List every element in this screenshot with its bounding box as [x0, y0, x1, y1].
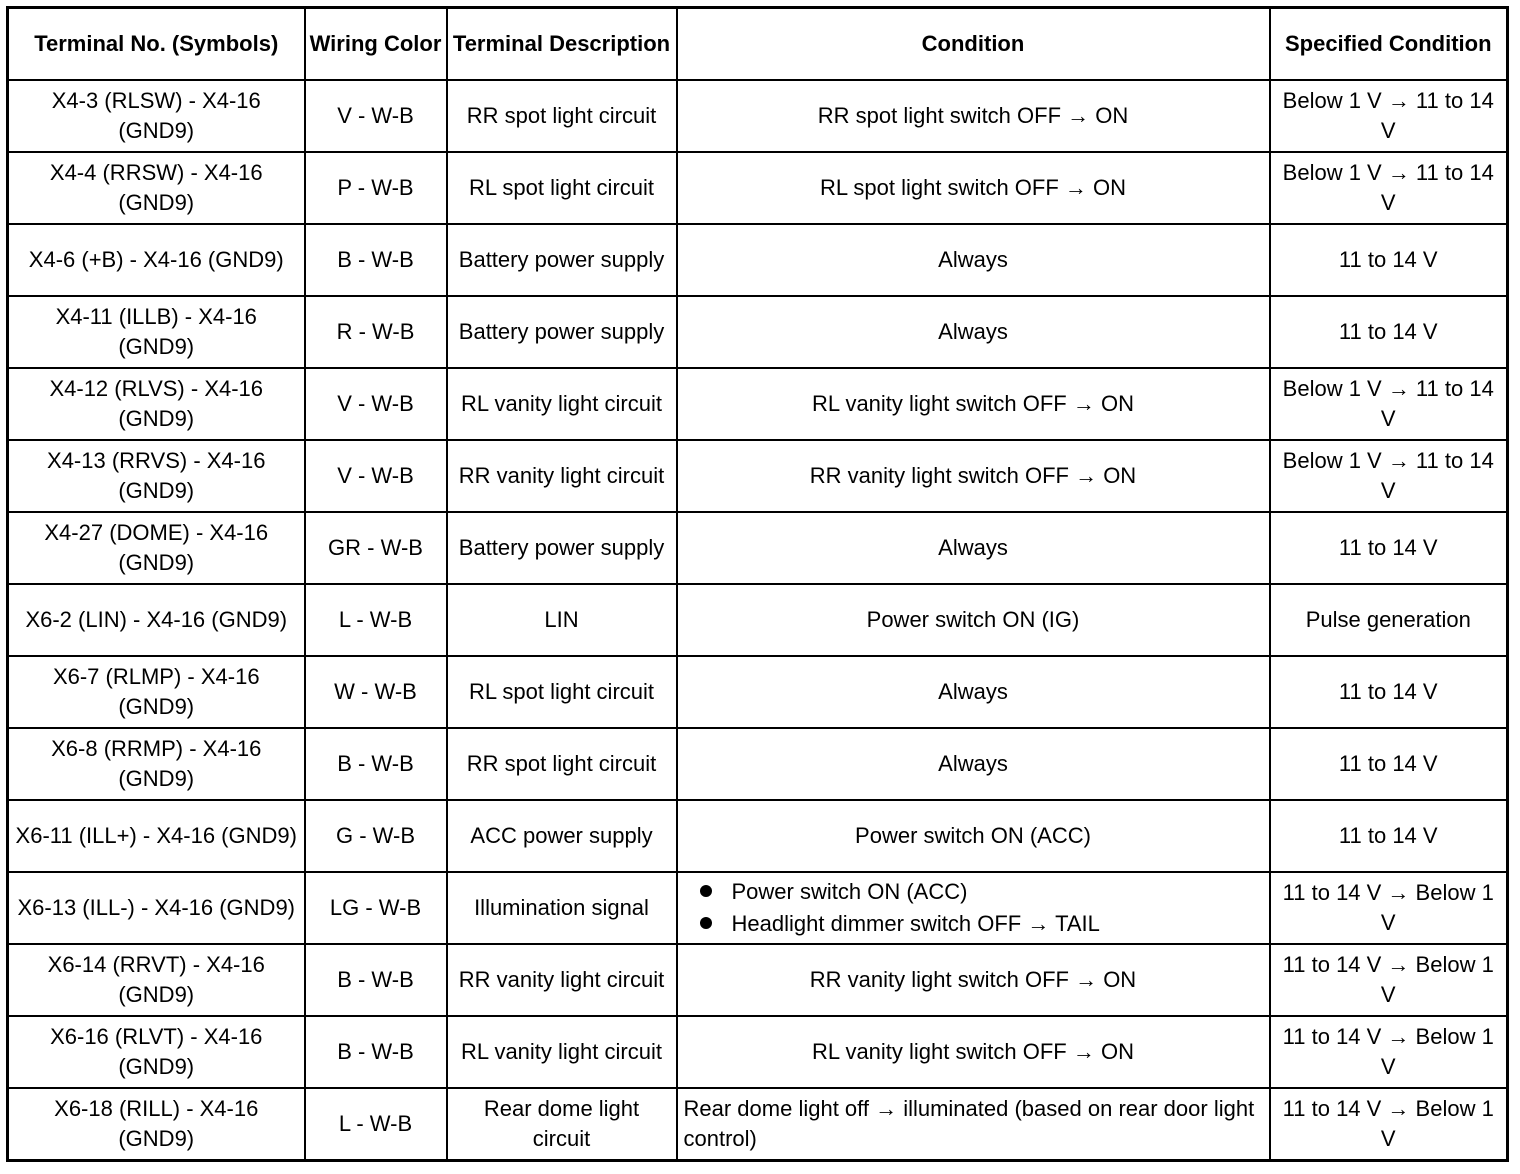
wiring-color-cell: B - W-B: [305, 224, 447, 296]
description-cell: RL spot light circuit: [447, 656, 677, 728]
table-row: [8, 512, 1508, 584]
specified-condition-cell: 11 to 14 V → Below 1 V: [1270, 944, 1508, 1016]
table-row: [8, 1016, 1508, 1088]
terminal-cell: X6-11 (ILL+) - X4-16 (GND9): [8, 800, 305, 872]
condition-cell: Power switch ON (ACC): [677, 800, 1270, 872]
terminal-cell: X6-16 (RLVT) - X4-16 (GND9): [8, 1016, 305, 1088]
wiring-color-cell: LG - W-B: [305, 872, 447, 944]
wiring-color-cell: V - W-B: [305, 440, 447, 512]
table-row: [8, 296, 1508, 368]
terminal-cell: X6-7 (RLMP) - X4-16 (GND9): [8, 656, 305, 728]
terminal-cell: X4-13 (RRVS) - X4-16 (GND9): [8, 440, 305, 512]
condition-cell: [677, 872, 1270, 944]
terminal-cell: X4-6 (+B) - X4-16 (GND9): [8, 224, 305, 296]
table-row: [8, 584, 1508, 656]
condition-cell: Always: [677, 296, 1270, 368]
terminal-cell: X4-11 (ILLB) - X4-16 (GND9): [8, 296, 305, 368]
specified-condition-cell: Below 1 V → 11 to 14 V: [1270, 152, 1508, 224]
terminal-cell: X6-18 (RILL) - X4-16 (GND9): [8, 1088, 305, 1161]
condition-cell: RR spot light switch OFF → ON: [677, 80, 1270, 152]
specified-condition-cell: Pulse generation: [1270, 584, 1508, 656]
condition-cell: Always: [677, 512, 1270, 584]
terminal-cell: X6-8 (RRMP) - X4-16 (GND9): [8, 728, 305, 800]
condition-bullet-text: Headlight dimmer switch OFF → TAIL: [731, 911, 1100, 936]
description-cell: RL spot light circuit: [447, 152, 677, 224]
terminal-cell: X4-3 (RLSW) - X4-16 (GND9): [8, 80, 305, 152]
terminal-cell: X6-14 (RRVT) - X4-16 (GND9): [8, 944, 305, 1016]
table-body: [8, 80, 1508, 1161]
specified-condition-cell: 11 to 14 V → Below 1 V: [1270, 1088, 1508, 1161]
wiring-color-cell: L - W-B: [305, 1088, 447, 1161]
table-row: [8, 368, 1508, 440]
header-specified-condition: Specified Condition: [1270, 8, 1508, 81]
wiring-color-cell: B - W-B: [305, 728, 447, 800]
condition-bullet-item: [700, 876, 1263, 908]
condition-cell: Rear dome light off → illuminated (based on rear door light control): [677, 1088, 1270, 1161]
bullet-icon: [700, 917, 712, 929]
specified-condition-cell: 11 to 14 V: [1270, 512, 1508, 584]
condition-cell: Always: [677, 224, 1270, 296]
specified-condition-cell: 11 to 14 V: [1270, 224, 1508, 296]
header-terminal: Terminal No. (Symbols): [8, 8, 305, 81]
specified-condition-cell: Below 1 V → 11 to 14 V: [1270, 80, 1508, 152]
table-row: [8, 224, 1508, 296]
wiring-color-cell: B - W-B: [305, 944, 447, 1016]
specified-condition-cell: 11 to 14 V → Below 1 V: [1270, 872, 1508, 944]
description-cell: RL vanity light circuit: [447, 368, 677, 440]
specified-condition-cell: Below 1 V → 11 to 14 V: [1270, 440, 1508, 512]
description-cell: RR spot light circuit: [447, 728, 677, 800]
bullet-icon: [700, 885, 712, 897]
table-row: [8, 440, 1508, 512]
wiring-color-cell: GR - W-B: [305, 512, 447, 584]
terminal-cell: X6-2 (LIN) - X4-16 (GND9): [8, 584, 305, 656]
description-cell: Illumination signal: [447, 872, 677, 944]
table-row: [8, 152, 1508, 224]
table-row: [8, 80, 1508, 152]
condition-cell: RR vanity light switch OFF → ON: [677, 944, 1270, 1016]
description-cell: Battery power supply: [447, 296, 677, 368]
header-condition: Condition: [677, 8, 1270, 81]
description-cell: Battery power supply: [447, 512, 677, 584]
terminal-cell: X6-13 (ILL-) - X4-16 (GND9): [8, 872, 305, 944]
table-row: [8, 656, 1508, 728]
condition-cell: Always: [677, 656, 1270, 728]
specified-condition-cell: 11 to 14 V: [1270, 800, 1508, 872]
table-row: [8, 800, 1508, 872]
description-cell: RR vanity light circuit: [447, 944, 677, 1016]
description-cell: RR spot light circuit: [447, 80, 677, 152]
wiring-color-cell: W - W-B: [305, 656, 447, 728]
terminal-cell: X4-27 (DOME) - X4-16 (GND9): [8, 512, 305, 584]
wiring-color-cell: R - W-B: [305, 296, 447, 368]
table-row: [8, 872, 1508, 944]
table-row: [8, 944, 1508, 1016]
description-cell: LIN: [447, 584, 677, 656]
description-cell: Battery power supply: [447, 224, 677, 296]
specified-condition-cell: 11 to 14 V → Below 1 V: [1270, 1016, 1508, 1088]
header-wiring-color: Wiring Color: [305, 8, 447, 81]
terminal-cell: X4-12 (RLVS) - X4-16 (GND9): [8, 368, 305, 440]
condition-cell: RL spot light switch OFF → ON: [677, 152, 1270, 224]
condition-bullet-item: [700, 908, 1263, 940]
table-row: [8, 728, 1508, 800]
specified-condition-cell: Below 1 V → 11 to 14 V: [1270, 368, 1508, 440]
terminal-cell: X4-4 (RRSW) - X4-16 (GND9): [8, 152, 305, 224]
wiring-color-cell: G - W-B: [305, 800, 447, 872]
description-cell: RR vanity light circuit: [447, 440, 677, 512]
condition-cell: RL vanity light switch OFF → ON: [677, 1016, 1270, 1088]
terminal-inspection-table: [6, 6, 1509, 1162]
condition-bullet-text: Power switch ON (ACC): [731, 879, 968, 904]
condition-cell: RR vanity light switch OFF → ON: [677, 440, 1270, 512]
description-cell: RL vanity light circuit: [447, 1016, 677, 1088]
specified-condition-cell: 11 to 14 V: [1270, 656, 1508, 728]
wiring-color-cell: B - W-B: [305, 1016, 447, 1088]
specified-condition-cell: 11 to 14 V: [1270, 296, 1508, 368]
condition-cell: Power switch ON (IG): [677, 584, 1270, 656]
wiring-color-cell: V - W-B: [305, 368, 447, 440]
description-cell: Rear dome light circuit: [447, 1088, 677, 1161]
wiring-color-cell: V - W-B: [305, 80, 447, 152]
header-row: [8, 8, 1508, 81]
condition-cell: Always: [677, 728, 1270, 800]
description-cell: ACC power supply: [447, 800, 677, 872]
wiring-color-cell: L - W-B: [305, 584, 447, 656]
header-terminal-description: Terminal Description: [447, 8, 677, 81]
specified-condition-cell: 11 to 14 V: [1270, 728, 1508, 800]
condition-cell: RL vanity light switch OFF → ON: [677, 368, 1270, 440]
wiring-color-cell: P - W-B: [305, 152, 447, 224]
table-row: [8, 1088, 1508, 1161]
